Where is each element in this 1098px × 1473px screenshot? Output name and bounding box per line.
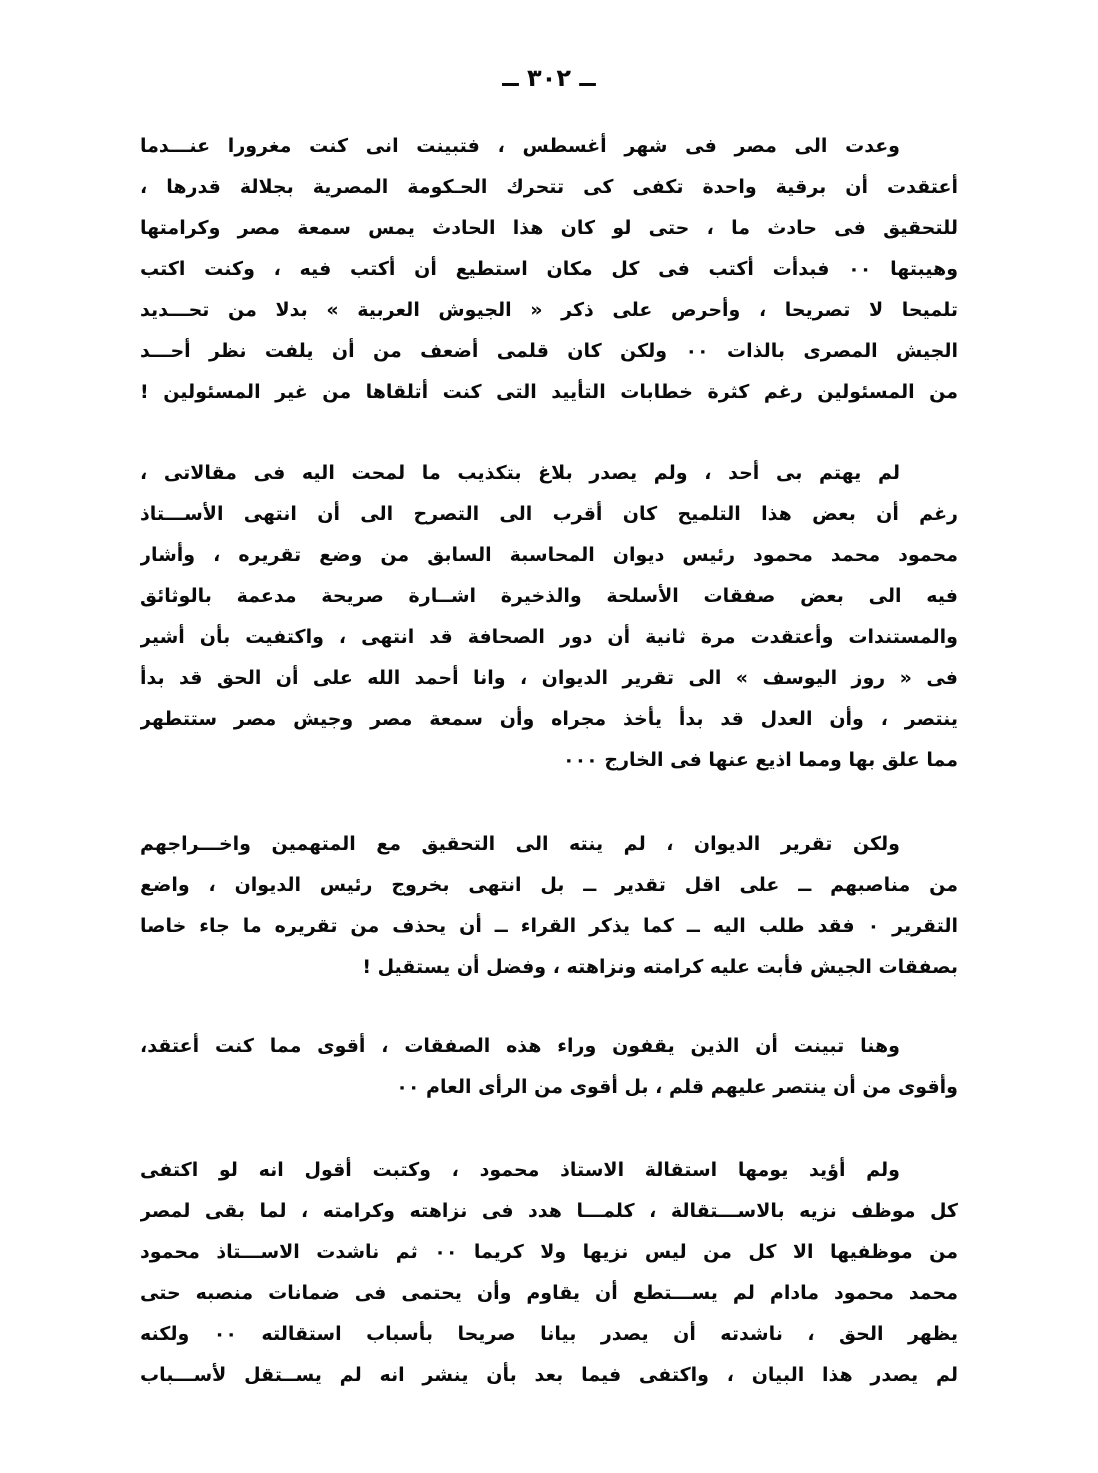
paragraph-line: وعدت الى مصر فى شهر أغسطس ، فتبينت انى كنت مغرورا عنـــدما [140, 135, 900, 157]
paragraph-5 [140, 1150, 958, 1396]
paragraph-line: أعتقدت أن برقية واحدة تكفى كى تتحرك الحـكومة المصرية بجلالة قدرها ، [140, 176, 958, 198]
paragraph-2 [140, 453, 958, 781]
paragraph-line: من المسئولين رغم كثرة خطابات التأييد التى كنت أتلقاها من غير المسئولين ! [140, 381, 958, 403]
paragraph-line: والمستندات وأعتقدت مرة ثانية أن دور الصحافة قد انتهى ، واكتفيت بأن أشير [140, 626, 958, 648]
paragraph-line: لم يصدر هذا البيان ، واكتفى فيما بعد بأن ينشر انه لم يســتقل لأســـباب [140, 1364, 958, 1386]
paragraph-line: ينتصر ، وأن العدل قد بدأ يأخذ مجراه وأن سمعة مصر وجيش مصر ستتطهر [140, 708, 958, 730]
paragraph-line: للتحقيق فى حادث ما ، حتى لو كان هذا الحادث يمس سمعة مصر وكرامتها [140, 217, 958, 239]
paragraph-line: فى « روز اليوسف » الى تقرير الديوان ، وانا أحمد الله على أن الحق قد بدأ [140, 667, 958, 689]
paragraph-line: مما علق بها ومما اذيع عنها فى الخارج ٠٠٠ [562, 749, 958, 771]
paragraph-3 [140, 824, 958, 988]
paragraph-line: كل موظف نزيه بالاســـتقالة ، كلمـــا هدد فى نزاهته وكرامته ، لما بقى لمصر [140, 1200, 958, 1222]
paragraph-line: لم يهتم بى أحد ، ولم يصدر بلاغ بتكذيب ما لمحت اليه فى مقالاتى ، [140, 462, 900, 484]
paragraph-line: محمود محمد محمود رئيس ديوان المحاسبة السابق من وضع تقريره ، وأشار [140, 544, 958, 566]
paragraph-line: الجيش المصرى بالذات ٠٠ ولكن كان قلمى أضعف من أن يلفت نظر أحـــد [140, 340, 958, 362]
paragraph-line: محمد محمود مادام لم يســـتطع أن يقاوم وأن يحتمى فى ضمانات منصبه حتى [140, 1282, 958, 1304]
paragraph-line: من موظفيها الا كل من ليس نزيها ولا كريما ٠٠ ثم ناشدت الاســـتاذ محمود [140, 1241, 958, 1263]
paragraph-line: التقرير ٠ فقد طلب اليه ــ كما يذكر القراء ــ أن يحذف من تقريره ما جاء خاصا [140, 915, 958, 937]
paragraph-line: ولكن تقرير الديوان ، لم ينته الى التحقيق مع المتهمين واخـــراجهم [140, 833, 900, 855]
paragraph-1 [140, 126, 958, 413]
paragraph-line: يظهر الحق ، ناشدته أن يصدر بيانا صريحا بأسباب استقالته ٠٠ ولكنه [140, 1323, 958, 1345]
paragraph-line: وهنا تبينت أن الذين يقفون وراء هذه الصفقات ، أقوى مما كنت أعتقد، [140, 1035, 900, 1057]
paragraph-line: تلميحا لا تصريحا ، وأحرص على ذكر « الجيوش العربية » بدلا من تحـــديد [140, 299, 958, 321]
paragraph-line: وأقوى من أن ينتصر عليهم قلم ، بل أقوى من الرأى العام ٠٠ [396, 1076, 958, 1098]
paragraph-line: رغم أن بعض هذا التلميح كان أقرب الى التصرح الى أن انتهى الأســـتاذ [140, 503, 958, 525]
paragraph-4 [140, 1026, 958, 1108]
paragraph-line: من مناصبهم ــ على اقل تقدير ــ بل انتهى بخروج رئيس الديوان ، واضع [140, 874, 958, 896]
paragraph-line: وهيبتها ٠٠ فبدأت أكتب فى كل مكان استطيع أن أكتب فيه ، وكنت اكتب [140, 258, 958, 280]
paragraph-line: ولم أؤيد يومها استقالة الاستاذ محمود ، وكتبت أقول انه لو اكتفى [140, 1159, 900, 1181]
page-number: ــ ٣٠٢ ــ [502, 64, 596, 92]
paragraph-line: بصفقات الجيش فأبت عليه كرامته ونزاهته ، وفضل أن يستقيل ! [362, 956, 958, 978]
paragraph-line: فيه الى بعض صفقات الأسلحة والذخيرة اشــارة صريحة مدعمة بالوثائق [140, 585, 958, 607]
